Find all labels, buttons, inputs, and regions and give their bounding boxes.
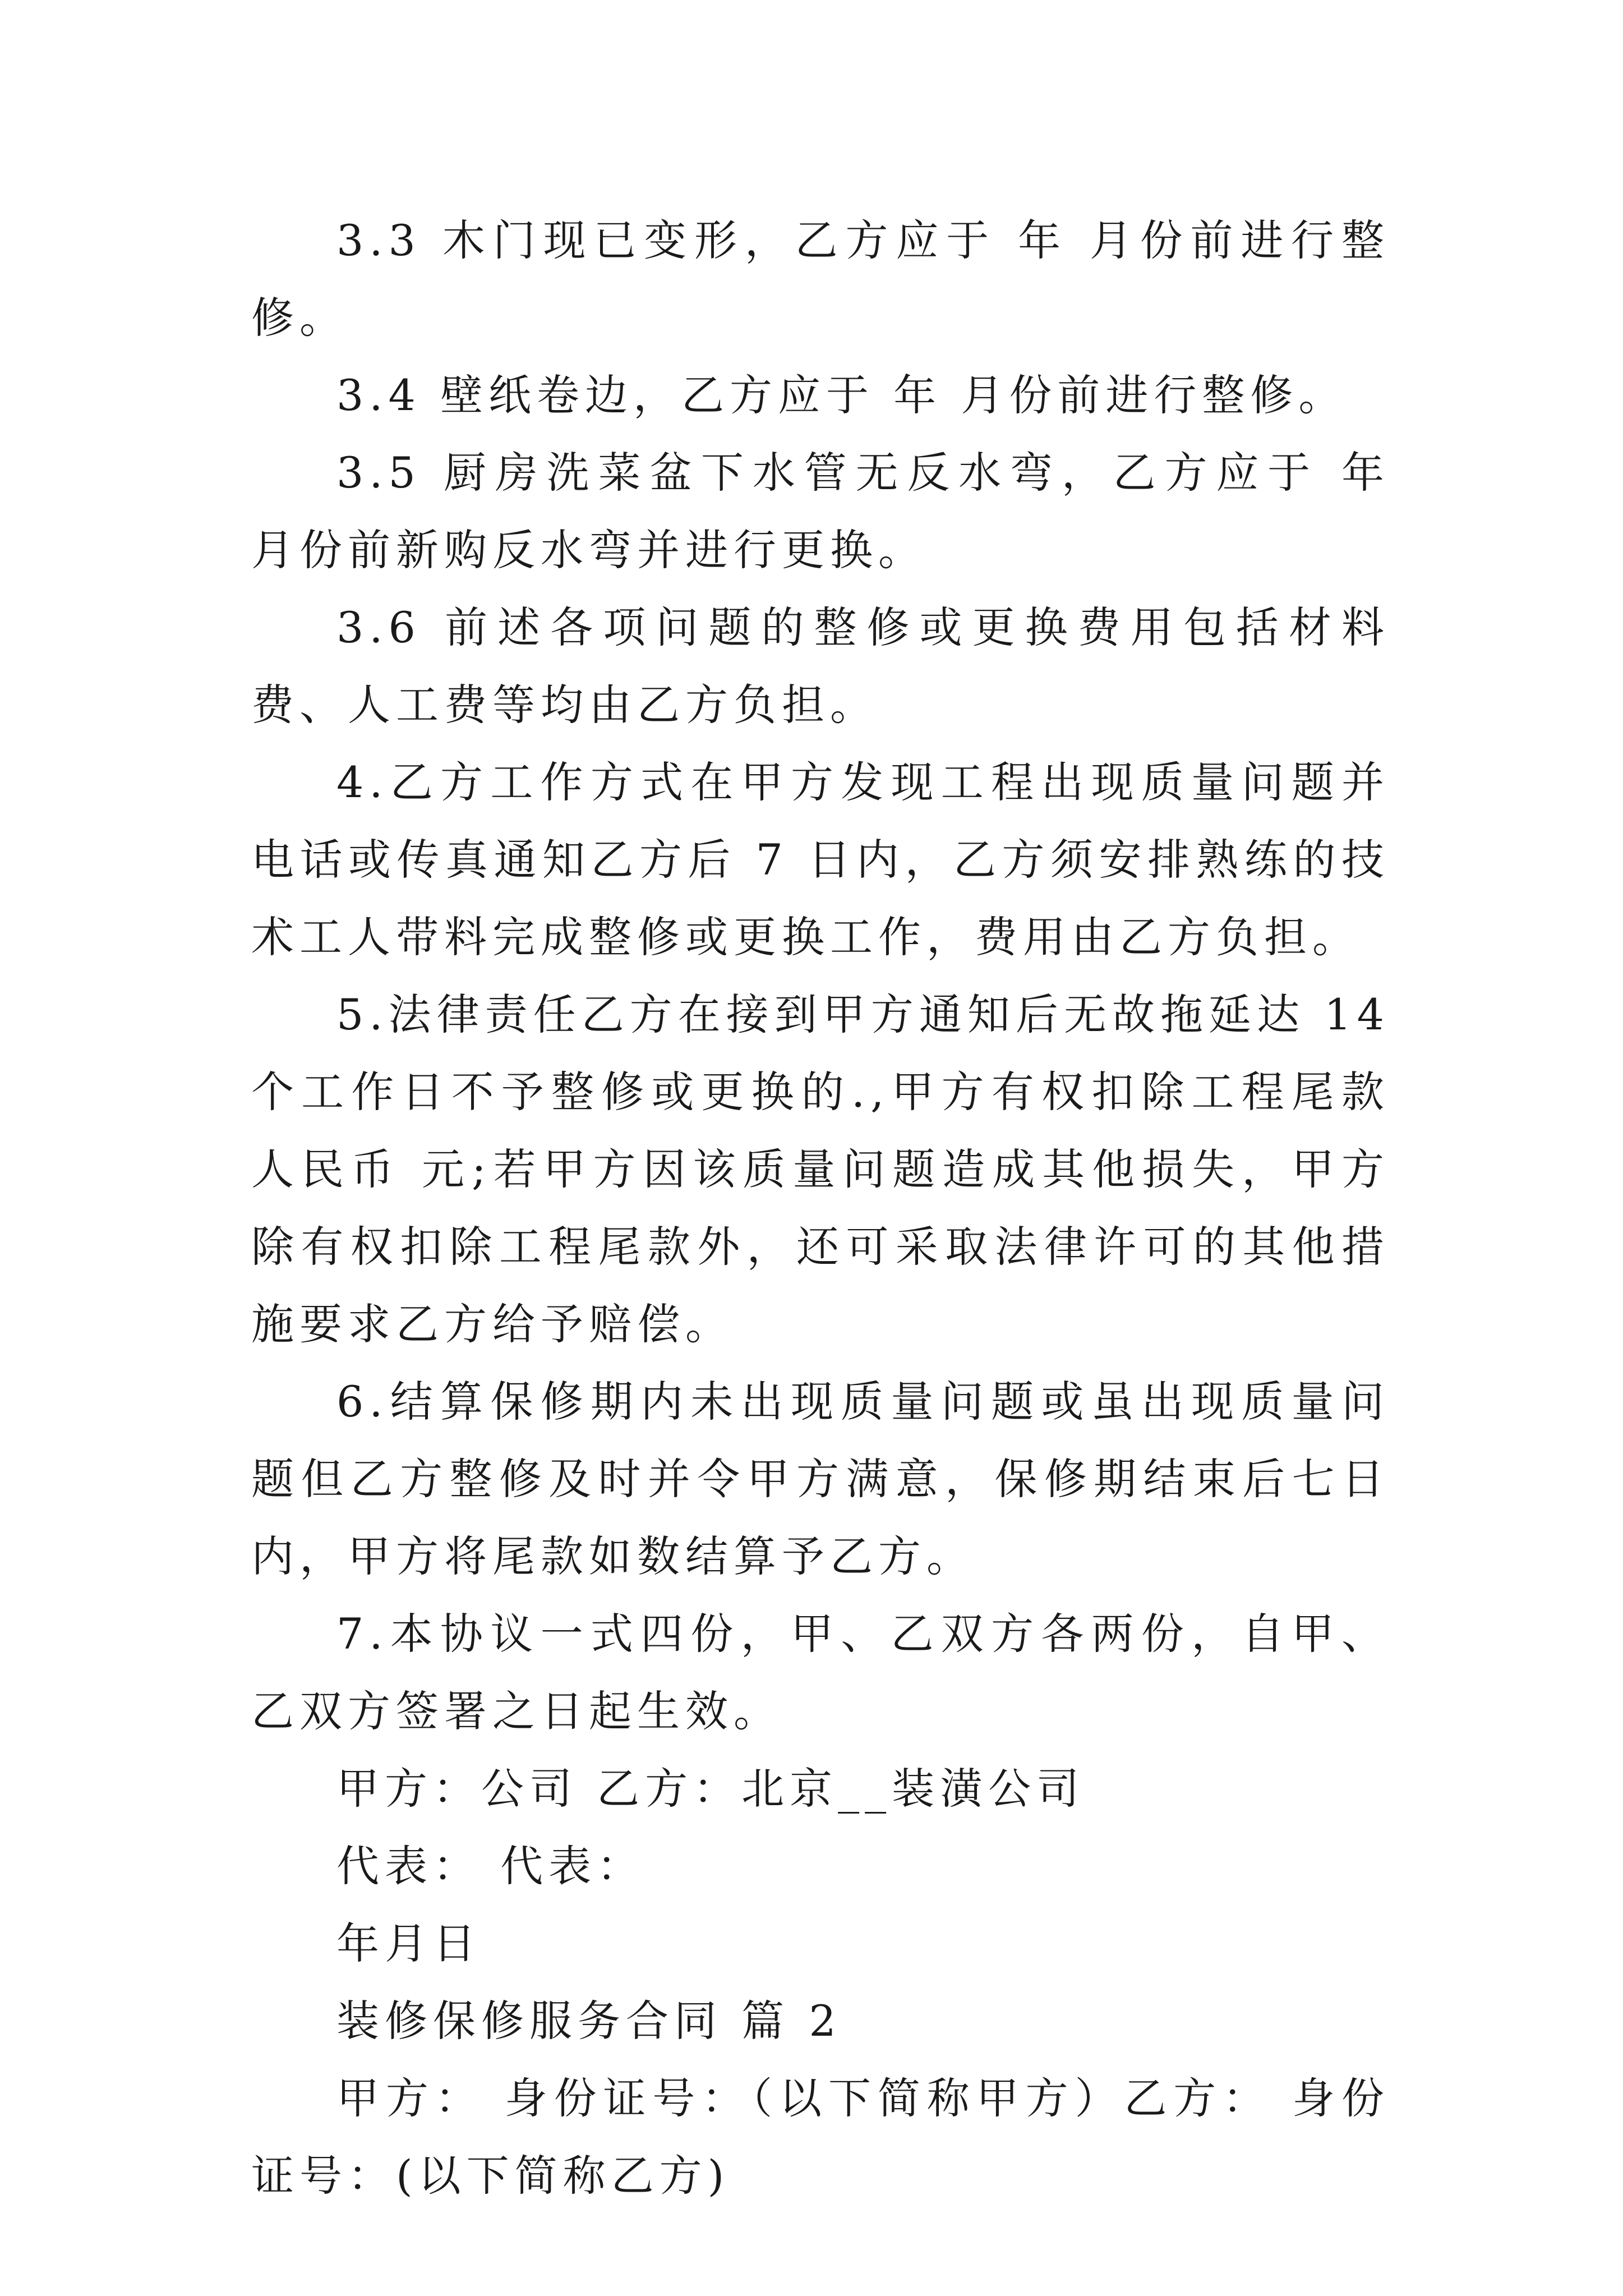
document-body bbox=[251, 202, 1390, 2215]
paragraph-3-6: 3.6 前述各项问题的整修或更换费用包括材料费、人工费等均由乙方负担。 bbox=[251, 602, 1390, 730]
paragraph-4: 4.乙方工作方式在甲方发现工程出现质量问题并电话或传真通知乙方后 7 日内，乙方须安排熟练的技术工人带料完成整修或更换工作，费用由乙方负担。 bbox=[251, 757, 1390, 962]
signature-date: 年月日 bbox=[336, 1918, 481, 1968]
parties-info: 甲方： 身份证号：（以下简称甲方）乙方： 身份证号：(以下简称乙方) bbox=[251, 2073, 1390, 2201]
signature-representatives: 代表： 代表： bbox=[336, 1841, 645, 1891]
section-heading: 装修保修服务合同 篇 2 bbox=[336, 1996, 842, 2046]
paragraph-7: 7.本协议一式四份，甲、乙双方各两份，自甲、乙双方签署之日起生效。 bbox=[251, 1609, 1390, 1736]
paragraph-3-4: 3.4 壁纸卷边，乙方应于 年 月份前进行整修。 bbox=[336, 370, 1347, 420]
paragraph-6: 6.结算保修期内未出现质量问题或虽出现质量问题但乙方整修及时并令甲方满意，保修期结束后七日内，甲方将尾款如数结算予乙方。 bbox=[251, 1377, 1390, 1581]
paragraph-3-3: 3.3 木门现已变形，乙方应于 年 月份前进行整修。 bbox=[251, 215, 1390, 343]
signature-parties: 甲方：公司 乙方：北京__装潢公司 bbox=[336, 1764, 1085, 1814]
paragraph-5: 5.法律责任乙方在接到甲方通知后无故拖延达 14 个工作日不予整修或更换的.,甲方有权扣除工程尾款人民币 元;若甲方因该质量问题造成其他损失，甲方除有权扣除工程尾款外，还可采取法律许可的其他措施要求乙方给予赔偿。 bbox=[251, 990, 1390, 1349]
paragraph-3-5: 3.5 厨房洗菜盆下水管无反水弯，乙方应于 年 月份前新购反水弯并进行更换。 bbox=[251, 448, 1390, 575]
